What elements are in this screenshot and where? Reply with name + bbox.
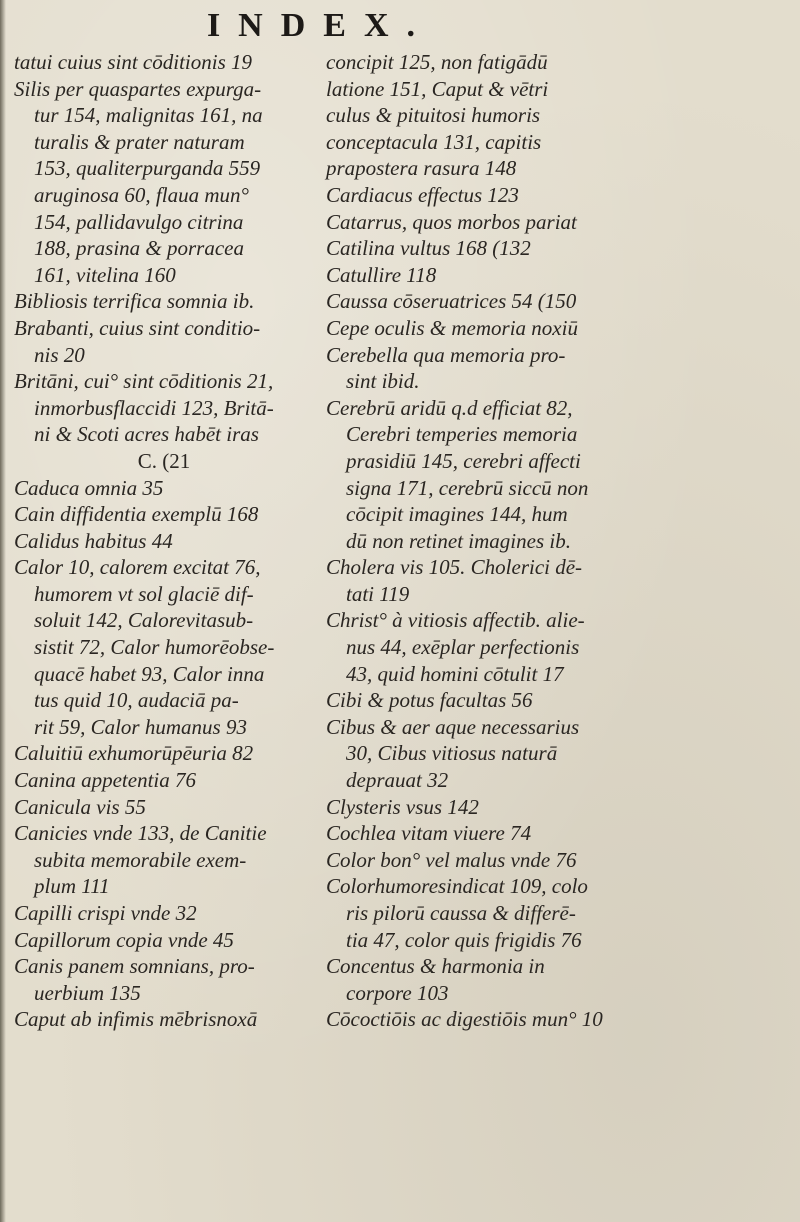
index-entry-line <box>14 607 314 634</box>
index-entry-text: signa 171, cerebrū siccū non <box>346 475 589 500</box>
index-entry-text: culus & pituitosi humoris <box>326 103 541 128</box>
index-entry-line <box>326 554 626 581</box>
index-entry-line <box>326 687 626 714</box>
index-entry-text: tus quid 10, audaciā pa- <box>34 688 239 713</box>
index-entry-line <box>326 714 626 741</box>
index-entry-line <box>326 501 626 528</box>
index-entry-text: C. (21 <box>137 448 191 473</box>
index-entry-text: Colorhumoresindicat 109, colo <box>326 874 588 899</box>
index-entry-line <box>326 794 626 821</box>
index-entry-text: quacē habet 93, Calor inna <box>34 661 265 686</box>
index-entry-text: Capilli crispi vnde 32 <box>14 901 197 925</box>
index-entry-line <box>14 847 314 874</box>
index-entry-text: tatui cuius sint cōditionis 19 <box>14 50 253 74</box>
index-entry-line <box>14 953 314 980</box>
index-entry-text: sistit 72, Calor humorēobse- <box>34 635 275 660</box>
index-entry-text: Bibliosis terrifica somnia ib. <box>14 289 255 314</box>
index-entry-line <box>326 900 626 927</box>
index-entry-line <box>326 102 626 129</box>
index-entry-text: prapostera rasura 148 <box>326 156 517 181</box>
index-entry-text: Cōcoctiōis ac digestiōis mun° 10 <box>326 1007 603 1032</box>
index-entry-text: sint ibid. <box>346 369 420 394</box>
index-entry-text: Silis per quaspartes expurga- <box>14 76 262 101</box>
index-entry-line <box>14 714 314 741</box>
index-entry-text: dū non retinet imagines ib. <box>346 528 571 553</box>
index-entry-text: corpore 103 <box>346 980 449 1005</box>
index-entry-text: Brabanti, cuius sint conditio- <box>14 315 261 340</box>
index-entry-line <box>326 288 626 315</box>
index-entry-text: aruginosa 60, flaua mun° <box>34 182 249 207</box>
index-entry-text: Canina appetentia 76 <box>14 768 196 793</box>
index-entry-text: Cerebrū aridū q.d efficiat 82, <box>326 395 573 420</box>
index-entry-line <box>14 634 314 661</box>
index-entry-line <box>326 873 626 900</box>
index-entry-line <box>326 820 626 847</box>
index-entry-line <box>14 288 314 315</box>
index-entry-text: ni & Scoti acres habēt iras <box>34 422 259 447</box>
index-entry-text: 161, vitelina 160 <box>34 262 176 287</box>
index-entry-line <box>14 49 314 76</box>
index-entry-line <box>326 740 626 767</box>
index-entry-line <box>326 661 626 688</box>
index-entry-text: Capillorum copia vnde 45 <box>14 927 234 952</box>
index-entry-line <box>14 900 314 927</box>
index-entry-text: humorem vt sol glaciē dif- <box>34 581 254 606</box>
index-entry-text: subita memorabile exem- <box>34 847 247 872</box>
index-entry-line <box>14 315 314 342</box>
index-entry-text: uerbium 135 <box>34 980 141 1005</box>
index-entry-line <box>326 448 626 475</box>
index-entry-text: Caussa cōseruatrices 54 (150 <box>326 289 577 314</box>
index-entry-text: 153, qualiterpurganda 559 <box>34 156 261 181</box>
index-entry-text: conceptacula 131, capitis <box>326 129 542 154</box>
index-entry-text: turalis & prater naturam <box>34 129 245 154</box>
binding-edge <box>0 0 6 1222</box>
index-entry-line <box>326 315 626 342</box>
index-entry-text: Cerebri temperies memoria <box>346 422 578 447</box>
index-entry-line <box>326 76 626 103</box>
index-entry-line <box>14 501 314 528</box>
index-entry-text: Catarrus, quos morbos pariat <box>326 209 577 234</box>
index-entry-line <box>14 368 314 395</box>
index-entry-text: Calor 10, calorem excitat 76, <box>14 555 261 580</box>
index-entry-line <box>326 475 626 502</box>
index-entry-line <box>326 847 626 874</box>
index-entry-line <box>326 581 626 608</box>
index-entry-text: Christ° à vitiosis affectib. alie- <box>326 608 585 633</box>
index-entry-line <box>14 687 314 714</box>
index-entry-line <box>14 448 314 475</box>
index-entry-text: Cibus & aer aque necessarius <box>326 714 580 739</box>
index-entry-text: latione 151, Caput & vētri <box>326 76 549 101</box>
index-entry-line <box>326 1006 626 1033</box>
index-entry-text: concipit 125, non fatigādū <box>326 50 548 74</box>
index-entry-line <box>326 953 626 980</box>
index-entry-text: deprauat 32 <box>346 768 449 793</box>
index-entry-line <box>326 182 626 209</box>
index-entry-line <box>14 102 314 129</box>
index-entry-line <box>14 209 314 236</box>
index-entry-line <box>14 1006 314 1033</box>
index-entry-text: Cibi & potus facultas 56 <box>326 688 533 713</box>
index-entry-text: Canicies vnde 133, de Canitie <box>14 821 267 846</box>
index-entry-line <box>326 49 626 76</box>
index-entry-text: cōcipit imagines 144, hum <box>346 502 568 527</box>
index-entry-line <box>326 528 626 555</box>
page-heading: INDEX. <box>206 7 434 44</box>
index-entry-text: ris pilorū caussa & differē- <box>346 901 576 925</box>
index-entry-text: Cochlea vitam viuere 74 <box>326 821 532 846</box>
index-entry-text: 188, prasina & porracea <box>34 236 244 261</box>
index-entry-line <box>326 421 626 448</box>
index-entry-text: Canicula vis 55 <box>14 794 146 819</box>
index-entry-text: Catullire 118 <box>326 262 437 287</box>
index-entry-line <box>14 395 314 422</box>
index-entry-line <box>326 209 626 236</box>
index-entry-text: nus 44, exēplar perfectionis <box>346 635 580 660</box>
index-entry-line <box>14 182 314 209</box>
index-entry-line <box>326 607 626 634</box>
index-entry-text: Concentus & harmonia in <box>326 954 545 979</box>
index-entry-line <box>14 262 314 289</box>
index-entry-text: Cholera vis 105. Cholerici dē- <box>326 555 583 580</box>
index-entry-line <box>14 129 314 156</box>
index-entry-text: Cain diffidentia exemplū 168 <box>14 502 259 527</box>
index-entry-line <box>326 155 626 182</box>
index-entry-text: Catilina vultus 168 (132 <box>326 236 531 261</box>
index-entry-line <box>14 155 314 182</box>
index-entry-text: prasidiū 145, cerebri affecti <box>346 448 581 473</box>
index-entry-line <box>326 767 626 794</box>
index-entry-line <box>14 927 314 954</box>
index-entry-text: rit 59, Calor humanus 93 <box>34 714 247 739</box>
index-entry-line <box>14 528 314 555</box>
index-entry-text: tati 119 <box>346 581 410 606</box>
index-entry-line <box>326 395 626 422</box>
index-entry-line <box>14 980 314 1007</box>
index-entry-text: plum 111 <box>34 874 110 899</box>
index-entry-text: Calidus habitus 44 <box>14 528 173 553</box>
index-entry-line <box>326 235 626 262</box>
index-entry-line <box>14 873 314 900</box>
left-column <box>14 49 314 1179</box>
index-entry-line <box>326 342 626 369</box>
index-entry-line <box>14 235 314 262</box>
index-entry-line <box>326 980 626 1007</box>
index-entry-line <box>14 661 314 688</box>
index-entry-line <box>14 421 314 448</box>
index-entry-line <box>14 794 314 821</box>
index-entry-line <box>326 927 626 954</box>
index-entry-text: 30, Cibus vitiosus naturā <box>346 741 558 766</box>
index-entry-text: Cepe oculis & memoria noxiū <box>326 315 578 340</box>
index-entry-text: 43, quid homini cōtulit 17 <box>346 661 564 686</box>
index-entry-text: Cerebella qua memoria pro- <box>326 342 566 367</box>
index-entry-line <box>14 475 314 502</box>
index-entry-line <box>14 76 314 103</box>
index-entry-line <box>326 262 626 289</box>
index-entry-text: Caluitiū exhumorūpēuria 82 <box>14 741 254 766</box>
index-entry-line <box>14 820 314 847</box>
index-entry-text: Canis panem somnians, pro- <box>14 954 255 979</box>
index-entry-line <box>14 767 314 794</box>
index-entry-line <box>14 740 314 767</box>
index-entry-text: 154, pallidavulgo citrina <box>34 209 244 234</box>
index-entry-text: tia 47, color quis frigidis 76 <box>346 927 582 952</box>
index-entry-text: Color bon° vel malus vnde 76 <box>326 847 577 872</box>
index-entry-text: tur 154, malignitas 161, na <box>34 103 263 128</box>
index-entry-line <box>326 129 626 156</box>
index-entry-text: Caduca omnia 35 <box>14 475 164 500</box>
index-entry-line <box>14 554 314 581</box>
index-entry-text: Caput ab infimis mēbrisnoxā <box>14 1007 258 1032</box>
index-entry-line <box>14 342 314 369</box>
index-entry-line <box>326 634 626 661</box>
index-entry-text: Clysteris vsus 142 <box>326 794 479 819</box>
right-column <box>326 49 626 1179</box>
index-entry-text: Cardiacus effectus 123 <box>326 182 519 207</box>
index-entry-line <box>326 368 626 395</box>
index-entry-text: soluit 142, Calorevitasub- <box>34 608 254 633</box>
index-entry-text: Britāni, cui° sint cōditionis 21, <box>14 369 274 394</box>
index-entry-line <box>14 581 314 608</box>
index-entry-text: inmorbusflaccidi 123, Britā- <box>34 395 274 420</box>
index-entry-text: nis 20 <box>34 342 85 367</box>
